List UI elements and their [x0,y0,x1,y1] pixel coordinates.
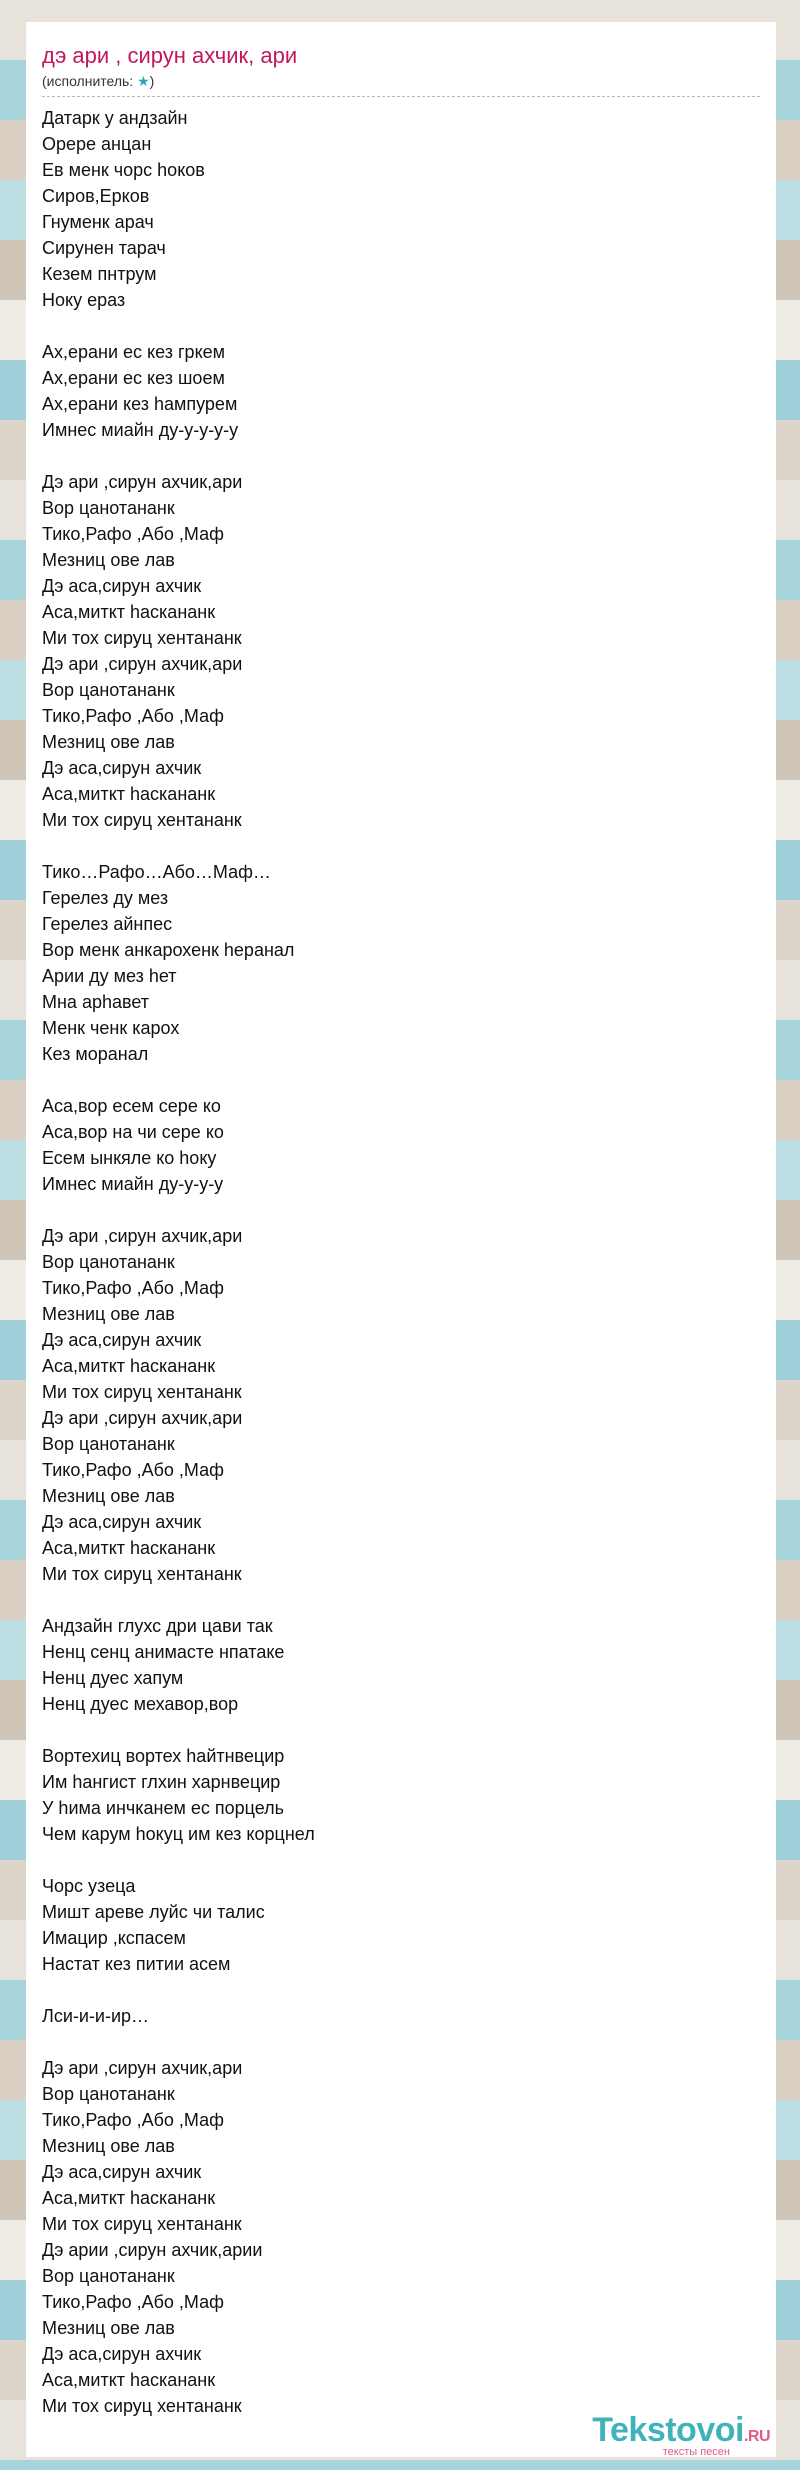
song-title: дэ ари , сирун ахчик, ари [42,43,298,68]
artist-close: ) [149,73,155,89]
logo-main-text: Tekstovoi [592,2411,744,2449]
site-logo[interactable] [592,2411,770,2458]
logo-wordmark [592,2411,770,2450]
logo-tagline: тексты песен [662,2446,730,2458]
lyrics-text: Датарк у андзайн Орере анцан Ев менк чорс hоков Сиров,Ерков Гнуменк арач Сирунен тарач Кезем пнтрум Ноку ераз Ах,ерани ес кез гркем Ах,ерани ес кез шоем Ах,ерани кез hампурем Имнес миайн ду-у-у-у-у Дэ ари ,сирун ахчик,ари Вор цанотананк Тико,Рафо ,Або ,Маф Мезниц ове лав Дэ аса,сирун ахчик Аса,миткт hаскананк Ми тох сируц хентананк Дэ ари ,сирун ахчик,ари Вор цанотананк Тико,Рафо ,Або ,Маф Мезниц ове лав Дэ аса,сирун ахчик Аса,миткт hаскананк Ми тох сируц хентананк Тико…Рафо…Або…Маф… Герелез ду мез Герелез айнпес Вор менк анкарохенк hеранал Арии ду мез hет Мна арhавет Менк ченк карох Кез моранал Аса,вор есем сере ко Аса,вор на чи сере ко Есем ынкяле ко hоку Имнес миайн ду-у-у-у Дэ ари ,сирун ахчик,ари Вор цанотананк Тико,Рафо ,Або ,Маф Мезниц ове лав Дэ аса,сирун ахчик Аса,миткт hаскананк Ми тох сируц хентананк Дэ ари ,сирун ахчик,ари Вор цанотананк Тико,Рафо ,Або ,Маф Мезниц ове лав Дэ аса,сирун ахчик Аса,миткт hаскананк Ми тох сируц хентананк Андзайн глухс дри цави так Ненц сенц анимасте нпатаке Ненц дуес хапум Ненц дуес мехавор,вор Вортехиц вортех hайтнвецир Им hангист глхин харнвецир У hима инчканем ес порцель Чем карум hокуц им кез корцнел Чорс узеца Мишт ареве луйс чи талис Имацир ,кспасем Настат кез питии асем Лси-и-и-ир… Дэ ари ,сирун ахчик,ари Вор цанотананк Тико,Рафо ,Або ,Маф Мезниц ове лав Дэ аса,сирун ахчик Аса,миткт hаскананк Ми тох сируц хентананк Дэ арии ,сирун ахчик,арии Вор цанотананк Тико,Рафо ,Або ,Маф Мезниц ове лав Дэ аса,сирун ахчик Аса,миткт hаскананк Ми тох сируц хентананк [42,108,315,2416]
divider [42,96,760,97]
artist-label: (исполнитель: [42,73,138,89]
star-icon[interactable]: ★ [137,73,150,89]
logo-suffix: .RU [743,2428,770,2445]
artist-line [42,72,760,90]
lyrics-card [26,22,776,2457]
